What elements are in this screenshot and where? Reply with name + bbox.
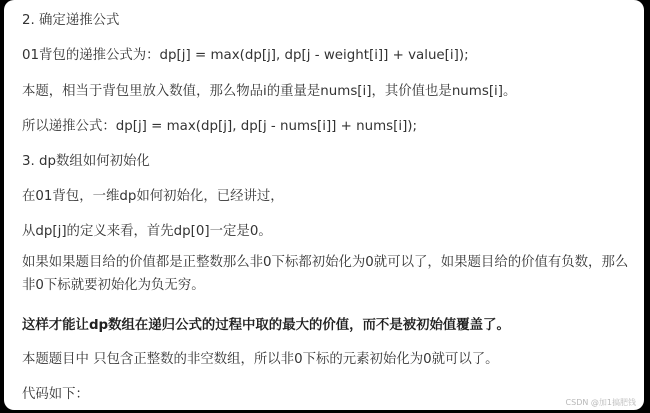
code-label: 代码如下：: [22, 387, 89, 402]
init-this-problem: 本题题目中 只包含正整数的非空数组，所以非0下标的元素初始化为0就可以了。: [22, 352, 499, 367]
init-values-paragraph: 如果如果题目给的价值都是正整数那么非0下标都初始化为0就可以了，如果题目给的价值有负数，那么非0下标就要初始化为负无穷。: [22, 255, 629, 293]
csdn-watermark: CSDN @加1搞肥钱: [565, 398, 636, 407]
init-intro: 在01背包，一维dp如何初始化，已经讲过，: [22, 189, 284, 204]
section-heading-init: 3. dp数组如何初始化: [22, 154, 150, 169]
init-bold-note: 这样才能让dp数组在递归公式的过程中取的最大的价值，而不是被初始值覆盖了。: [22, 318, 510, 333]
init-dp0: 从dp[j]的定义来看，首先dp[0]一定是0。: [22, 224, 272, 239]
knapsack-01-formula: 01背包的递推公式为：dp[j] = max(dp[j], dp[j - weight[i]] + value[i]);: [22, 48, 469, 63]
weight-explanation: 本题，相当于背包里放入数值，那么物品i的重量是nums[i]，其价值也是nums[i]。: [22, 84, 517, 99]
article-card: [4, 0, 644, 410]
section-heading-recurrence: 2. 确定递推公式: [22, 13, 120, 28]
recurrence-formula: 所以递推公式：dp[j] = max(dp[j], dp[j - nums[i]] + nums[i]);: [22, 119, 418, 134]
